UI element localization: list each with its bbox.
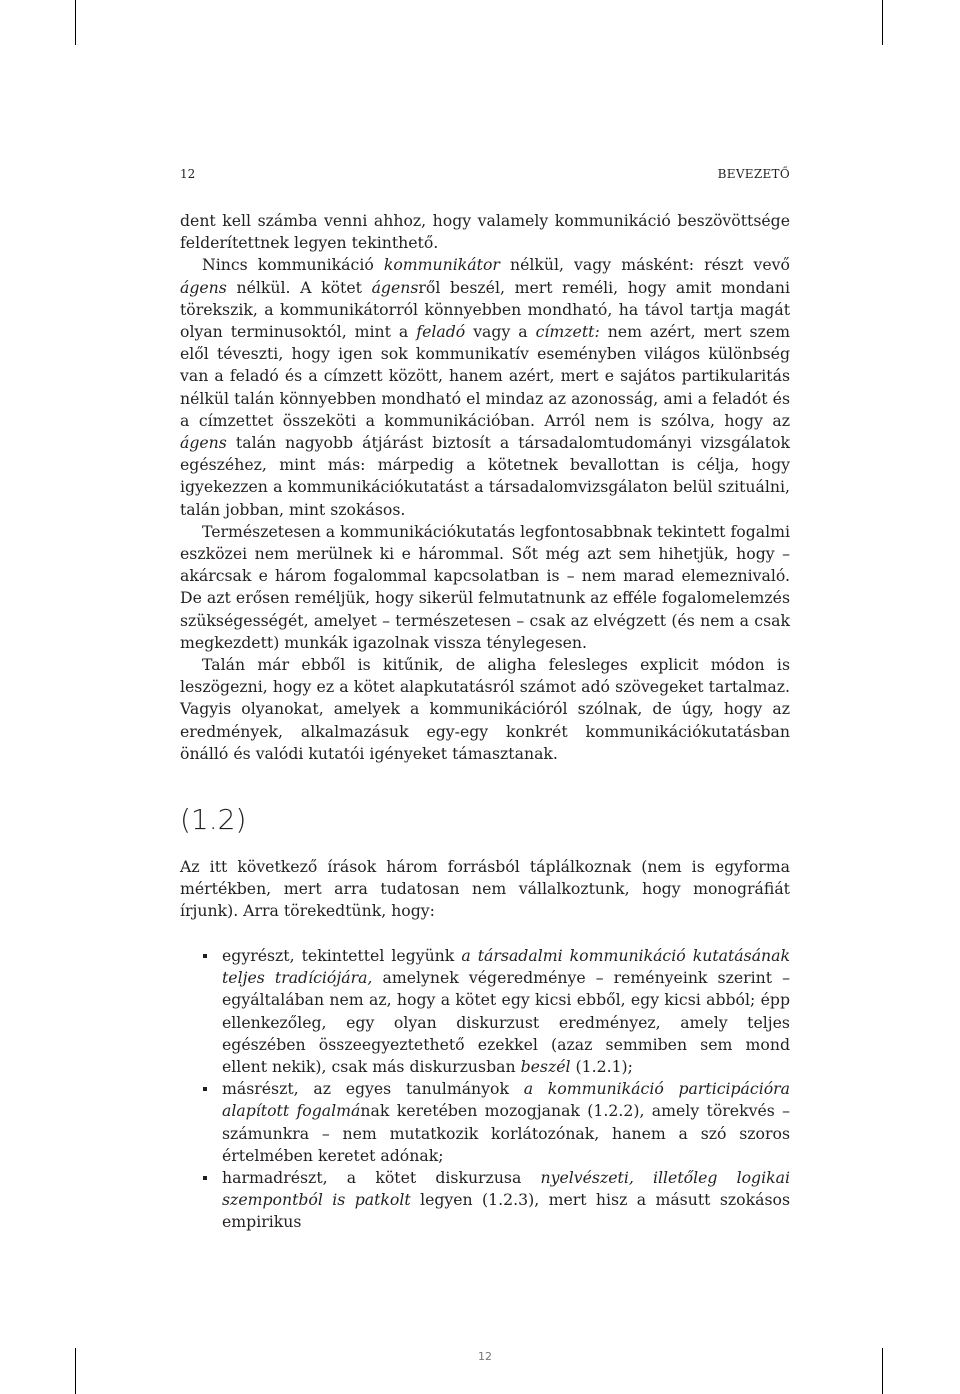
crop-mark-top-right	[882, 0, 883, 45]
body-text	[180, 210, 790, 765]
text-run: vagy a	[465, 322, 536, 342]
intro-paragraph: Az itt következő írások három forrásból táplálkoznak (nem is egyforma mértékben, mert arra tudatosan nem vállalkoztunk, hogy monográfiát írjunk). Arra törekedtünk, hogy:	[180, 857, 790, 921]
section-intro	[180, 856, 790, 923]
footer-page-number: 12	[478, 1350, 492, 1363]
header-section-title: BEVEZETŐ	[717, 167, 790, 181]
text-run: nélkül. A kötet	[226, 277, 372, 297]
paragraph-4: Talán már ebből is kitűnik, de aligha felesleges explicit módon is leszögezni, hogy ez a kötet alapkutatásról számot adó szövegeket tartalmaz. Vagyis olyanokat, amelyek a kommunikációról szólnak, de úgy, hogy az eredmények, alkalmazásuk egy-egy konkrét kommunikációkutatásban önálló és valódi kutatói igényeket támasztanak.	[180, 655, 790, 763]
text-run: harmadrészt, a kötet diskurzusa	[222, 1168, 541, 1188]
text-run: legyen (1.2.3), mert hisz a másutt szokásos empirikus	[222, 1190, 790, 1232]
italic-term: címzett:	[535, 322, 600, 342]
text-run: Nincs kommunikáció	[202, 255, 384, 275]
bullet-icon	[203, 1087, 207, 1091]
italic-term: nyelvészeti, illetőleg logikai szempontból is patkolt	[222, 1168, 790, 1210]
section-number: (1.2)	[180, 803, 247, 836]
italic-term: ágens	[371, 277, 419, 297]
crop-mark-bottom-right	[882, 1348, 883, 1394]
italic-term: a társadalmi kommunikáció kutatásának teljes tradíciójára,	[222, 946, 791, 988]
paragraph-1: dent kell számba venni ahhoz, hogy valamely kommunikáció beszövöttsége felderítettnek legyen tekinthető.	[180, 211, 790, 253]
italic-term: beszél	[520, 1057, 571, 1077]
italic-term: ágens	[180, 433, 227, 453]
italic-term: feladó	[416, 322, 466, 342]
text-run: talán nagyobb átjárást biztosít a társadalomtudományi vizsgálatok egészéhez, mint más: márpedig a kötetnek bevallottan is célja, hogy igyekezzen a kommunikációkutatást a társadalomvizsgálaton belül szituálni, talán jobban, mint szokásos.	[180, 433, 790, 519]
bullet-icon	[203, 954, 207, 958]
text-run: ről beszél, mert reméli, hogy amit mondani törekszik, a kommunikátorról könnyebben mondható, ha távol tartja magát olyan terminusoktól, mint a	[180, 277, 790, 342]
text-run: másrészt, az egyes tanulmányok	[222, 1079, 524, 1099]
italic-term: kommunikátor	[383, 255, 500, 275]
text-run: nak keretében mozogjanak (1.2.2), amely törekvés – számunkra – nem mutatkozik korlátozónak, hanem a szó szoros értelmében keretet adónak;	[222, 1101, 790, 1165]
text-run: nélkül, vagy másként: részt vevő	[499, 255, 790, 275]
text-run: egyrészt, tekintettel legyünk	[222, 946, 462, 965]
text-run: amelynek végeredménye – reményeink szerint – egyáltalában nem az, hogy a kötet egy kicsi ebből, egy kicsi abból; épp ellenkezőleg, egy olyan diskurzust eredményez, amely teljes egészében összeegyeztethető ezekkel (azaz semmiben sem mond ellent nekik), csak más diskurzusban	[222, 968, 790, 1077]
paragraph-3: Természetesen a kommunikációkutatás legfontosabbnak tekintett fogalmi eszközei nem merülnek ki e hárommal. Sőt még azt sem hihetjük, hogy – akárcsak e három fogalommal kapcsolatban is – nem marad elemeznivaló. De azt erősen reméljük, hogy sikerül felmutatnunk az efféle fogalomelemzés szükségességét, amelyet – természetesen – csak az elvégzett (és nem a csak megkezdett) munkák igazolnak vissza ténylegesen.	[180, 521, 790, 652]
crop-mark-bottom-left	[75, 1348, 76, 1394]
running-head	[180, 166, 790, 182]
bullet-icon	[203, 1176, 207, 1180]
list-item	[180, 1078, 790, 1167]
header-page-number: 12	[180, 167, 196, 181]
list-item	[180, 1167, 790, 1234]
italic-term: ágens	[180, 277, 227, 297]
text-run: nem azért, mert szem elől téveszti, hogy igen sok kommunikatív eseményben világos különbség van a feladó és a címzett között, hanem azért, mert e sajátos partikularitás nélkül talán könnyebben mondható el mindaz az azonosság, ami a feladót és a címzettet összeköti a kommunikációban. Arról nem is szólva, hogy az	[180, 322, 791, 430]
italic-term: a kommunikáció participációra alapított fogalmá	[222, 1079, 791, 1121]
list-item	[180, 945, 790, 1078]
paragraph-2	[180, 254, 790, 520]
text-run: (1.2.1);	[570, 1057, 633, 1077]
crop-mark-top-left	[75, 0, 76, 45]
bullet-list	[180, 945, 790, 1234]
